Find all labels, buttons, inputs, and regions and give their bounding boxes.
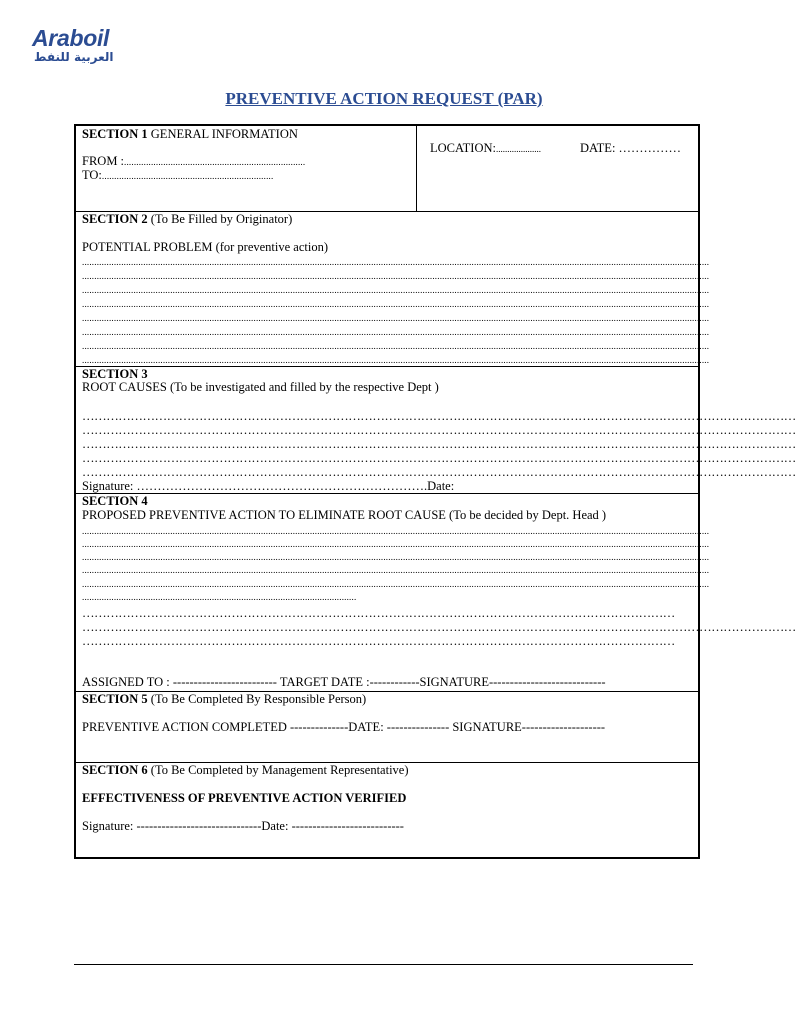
from-field[interactable]: FROM :..........................................................................: [82, 154, 306, 168]
preventive-action-line[interactable]: ................................................................................................................................................................................................................................................................: [82, 526, 710, 536]
preventive-action-line[interactable]: ................................................................................................................................................................................................................................................................: [82, 539, 710, 549]
footer-divider: [74, 964, 693, 965]
to-field[interactable]: TO:......................................................................: [82, 168, 274, 182]
problem-line[interactable]: ................................................................................................................................................................................................................................................................: [82, 257, 710, 267]
section-6-label: SECTION 6: [82, 763, 148, 777]
problem-line[interactable]: ................................................................................................................................................................................................................................................................: [82, 285, 710, 295]
root-cause-line[interactable]: ……………………………………………………………………………………………………………………………………………………………: [82, 451, 796, 465]
root-cause-line[interactable]: ……………………………………………………………………………………………………………………………………………………………: [82, 423, 796, 437]
section-3-signature[interactable]: Signature: …………………………………………………………….Date:: [82, 479, 455, 493]
section-2-heading: [82, 212, 692, 226]
section-4: [76, 493, 796, 692]
section-2: [76, 211, 710, 367]
preventive-action-line[interactable]: ................................................................................................................................................................................................................................................................: [82, 579, 710, 589]
section-3-label: SECTION 3: [82, 367, 148, 381]
document-title: PREVENTIVE ACTION REQUEST (PAR): [225, 89, 543, 108]
section-5-title: (To Be Completed By Responsible Person): [147, 692, 367, 706]
preventive-action-line[interactable]: ................................................................................................................................................................................................................................................................: [82, 552, 710, 562]
section-2-title: (To Be Filled by Originator): [147, 212, 293, 226]
par-form: [74, 124, 796, 859]
problem-line[interactable]: ................................................................................................................................................................................................................................................................: [82, 355, 710, 365]
problem-line[interactable]: ................................................................................................................................................................................................................................................................: [82, 271, 710, 281]
section-4-label: SECTION 4: [82, 494, 148, 508]
to-label: TO:: [82, 168, 102, 182]
section-5-heading: [82, 692, 692, 706]
location-label: LOCATION:: [430, 141, 496, 155]
section-6-signature[interactable]: Signature: ------------------------------Date: ---------------------------: [82, 819, 404, 833]
preventive-action-line[interactable]: ……………………………………………………………………………………………………………………………………………………………: [82, 620, 796, 634]
company-logo: [32, 26, 114, 64]
preventive-action-line[interactable]: ................................................................................................................: [82, 592, 357, 602]
logo-name-en: Araboil: [32, 25, 110, 51]
root-cause-line[interactable]: ……………………………………………………………………………………………………………………………………………………………: [82, 465, 796, 479]
from-label: FROM :: [82, 154, 125, 168]
section-3-heading: ROOT CAUSES (To be investigated and filled by the respective Dept ): [82, 380, 439, 394]
section-1: [76, 126, 698, 212]
section-1-label: SECTION 1: [82, 127, 148, 141]
section-6: [76, 762, 698, 857]
assigned-line[interactable]: ASSIGNED TO : ------------------------- TARGET DATE :------------SIGNATURE----------------------------: [82, 675, 606, 689]
section-3: [76, 366, 796, 494]
date-label: DATE: ……………: [580, 141, 682, 155]
action-completed-line[interactable]: PREVENTIVE ACTION COMPLETED --------------DATE: --------------- SIGNATURE--------------------: [82, 720, 606, 734]
problem-line[interactable]: ................................................................................................................................................................................................................................................................: [82, 327, 710, 337]
problem-line[interactable]: ................................................................................................................................................................................................................................................................: [82, 299, 710, 309]
section-1-title: GENERAL INFORMATION: [147, 127, 298, 141]
section-6-heading: [82, 763, 692, 777]
location-field[interactable]: LOCATION:....................: [430, 141, 541, 155]
potential-problem-label: POTENTIAL PROBLEM (for preventive action): [82, 240, 329, 254]
problem-line[interactable]: ................................................................................................................................................................................................................................................................: [82, 313, 710, 323]
section-6-title: (To Be Completed by Management Representative): [147, 763, 409, 777]
preventive-action-line[interactable]: …………………………………………………………………………………………………………………………………: [82, 634, 675, 648]
date-field[interactable]: [580, 141, 681, 155]
problem-line[interactable]: ................................................................................................................................................................................................................................................................: [82, 341, 710, 351]
section-4-heading: PROPOSED PREVENTIVE ACTION TO ELIMINATE ROOT CAUSE (To be decided by Dept. Head ): [82, 508, 607, 522]
section-5-label: SECTION 5: [82, 692, 148, 706]
section-2-label: SECTION 2: [82, 212, 148, 226]
section-1-heading: [82, 127, 298, 141]
preventive-action-line[interactable]: …………………………………………………………………………………………………………………………………: [82, 606, 675, 620]
section-1-divider: [416, 126, 417, 211]
preventive-action-line[interactable]: ................................................................................................................................................................................................................................................................: [82, 565, 710, 575]
root-cause-line[interactable]: ……………………………………………………………………………………………………………………………………………………………: [82, 437, 796, 451]
logo-name-ar: العربية للنفط: [34, 50, 114, 64]
root-cause-line[interactable]: ……………………………………………………………………………………………………………………………………………………………: [82, 409, 796, 423]
section-5: [76, 691, 698, 763]
effectiveness-verified-label: EFFECTIVENESS OF PREVENTIVE ACTION VERIFIED: [82, 791, 407, 805]
